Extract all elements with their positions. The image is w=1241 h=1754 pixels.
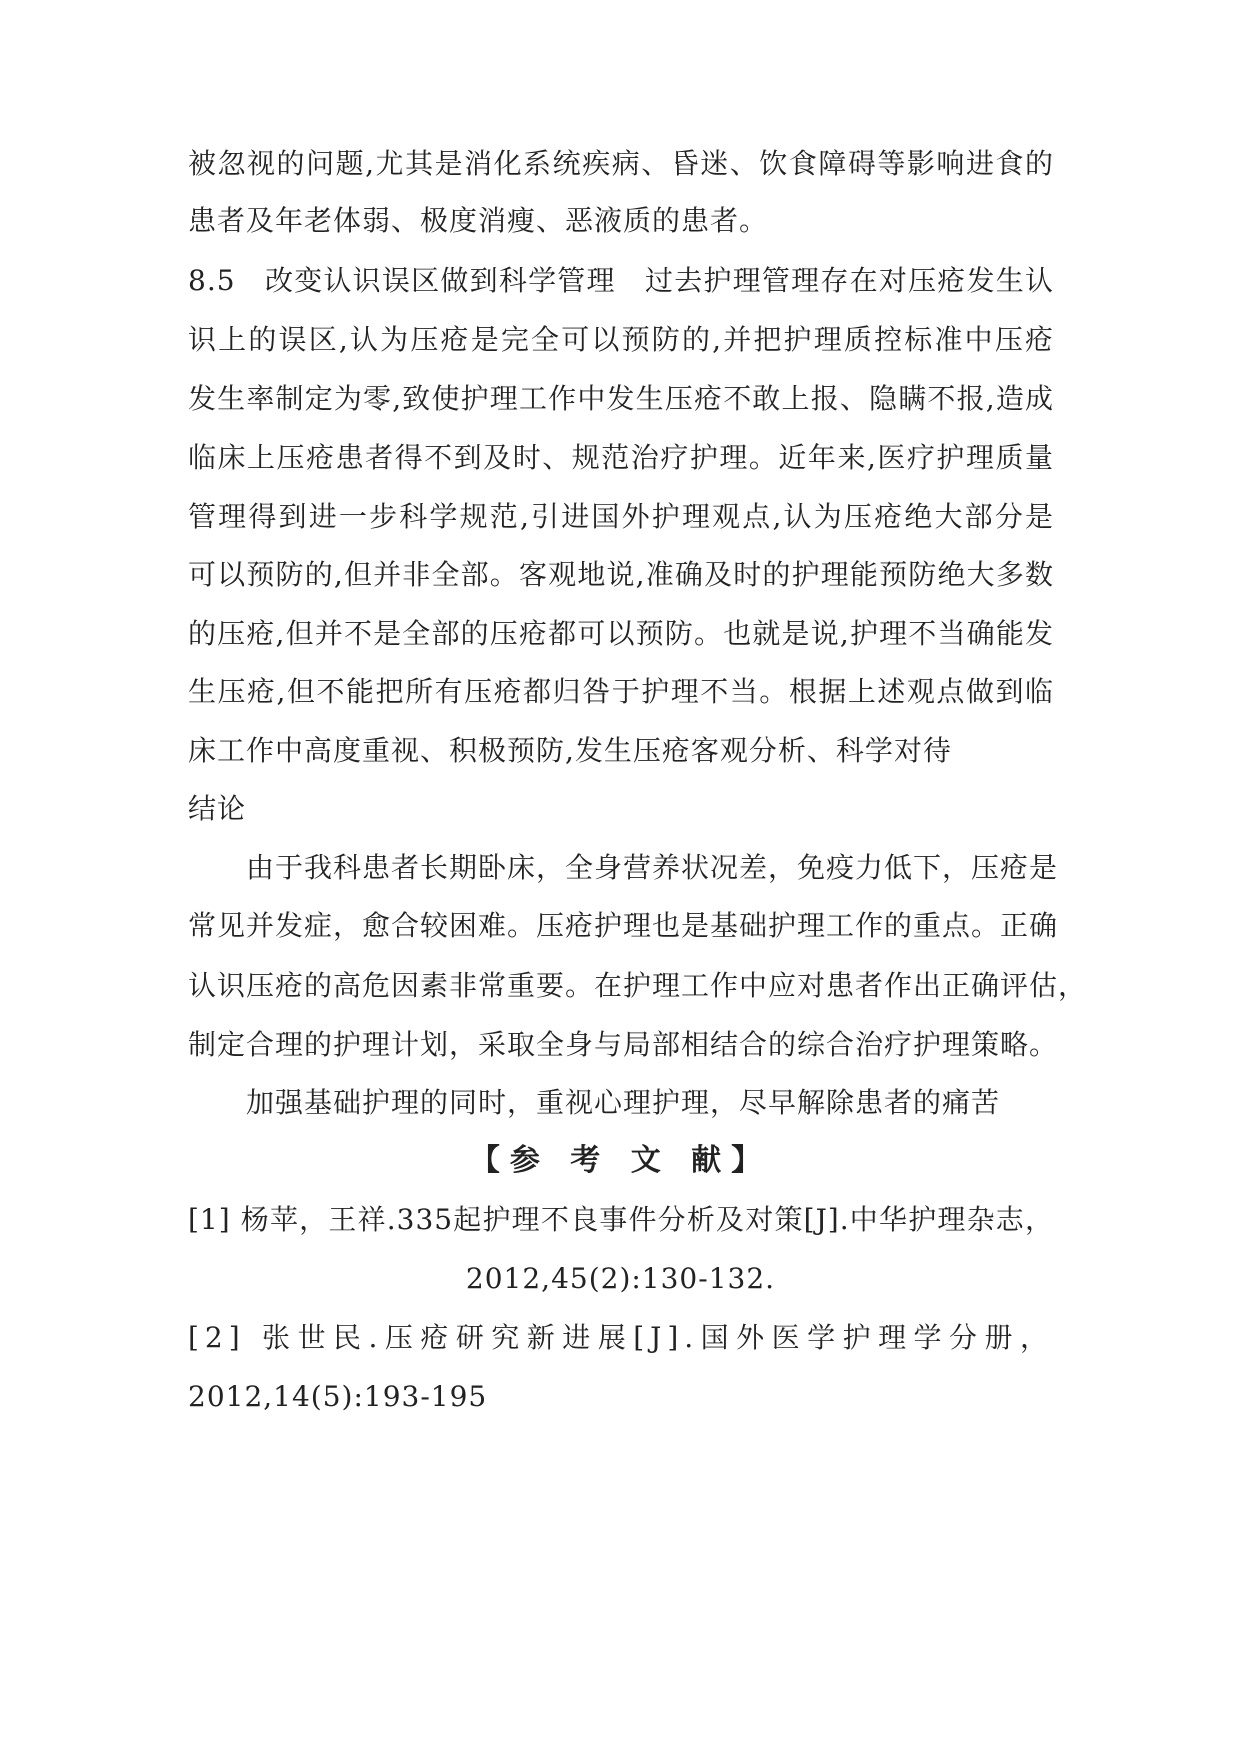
conclusion-title: 结论 [188,792,247,825]
paragraph-line: 加强基础护理的同时，重视心理护理，尽早解除患者的痛苦 [246,1086,1001,1119]
paragraph-line: 认识压疮的高危因素非常重要。在护理工作中应对患者作出正确评估， [188,969,1088,1002]
paragraph-line: 可以预防的,但并非全部。客观地说,准确及时的护理能预防绝大多数 [188,558,1054,591]
paragraph-line: 发生率制定为零,致使护理工作中发生压疮不敢上报、隐瞒不报,造成 [188,382,1054,415]
paragraph-line: 临床上压疮患者得不到及时、规范治疗护理。近年来,医疗护理质量 [188,441,1054,474]
paragraph-line: 的压疮,但并不是全部的压疮都可以预防。也就是说,护理不当确能发 [188,617,1054,650]
paragraph-line: 床工作中高度重视、积极预防,发生压疮客观分析、科学对待 [188,734,952,767]
paragraph-line: 常见并发症，愈合较困难。压疮护理也是基础护理工作的重点。正确 [188,909,1059,942]
paragraph-line: 管理得到进一步科学规范,引进国外护理观点,认为压疮绝大部分是 [188,500,1054,533]
paragraph-line: 被忽视的问题,尤其是消化系统疾病、昏迷、饮食障碍等影响进食的 [188,147,1054,180]
reference-item-1: [1] 杨苹，王祥.335起护理不良事件分析及对策[J].中华护理杂志， [188,1203,1054,1236]
paragraph-line: 识上的误区,认为压疮是完全可以预防的,并把护理质控标准中压疮 [188,323,1054,356]
paragraph-line: 患者及年老体弱、极度消瘦、恶液质的患者。 [188,204,769,237]
reference-item-2-continuation: 2012,14(5):193-195 [188,1380,488,1413]
reference-item-2: [2] 张世民.压疮研究新进展[J].国外医学护理学分册， [188,1321,1054,1354]
paragraph-line: 生压疮,但不能把所有压疮都归咎于护理不当。根据上述观点做到临 [188,675,1054,708]
reference-item-1-continuation: 2012,45(2):130-132. [465,1262,776,1295]
paragraph-line: 制定合理的护理计划，采取全身与局部相结合的综合治疗护理策略。 [188,1028,1059,1061]
paragraph-line: 由于我科患者长期卧床，全身营养状况差，免疫力低下，压疮是 [246,851,1059,884]
section-8-5-heading-line: 8.5 改变认识误区做到科学管理 过去护理管理存在对压疮发生认 [188,264,1054,297]
references-heading: 【参 考 文 献】 [469,1143,772,1178]
